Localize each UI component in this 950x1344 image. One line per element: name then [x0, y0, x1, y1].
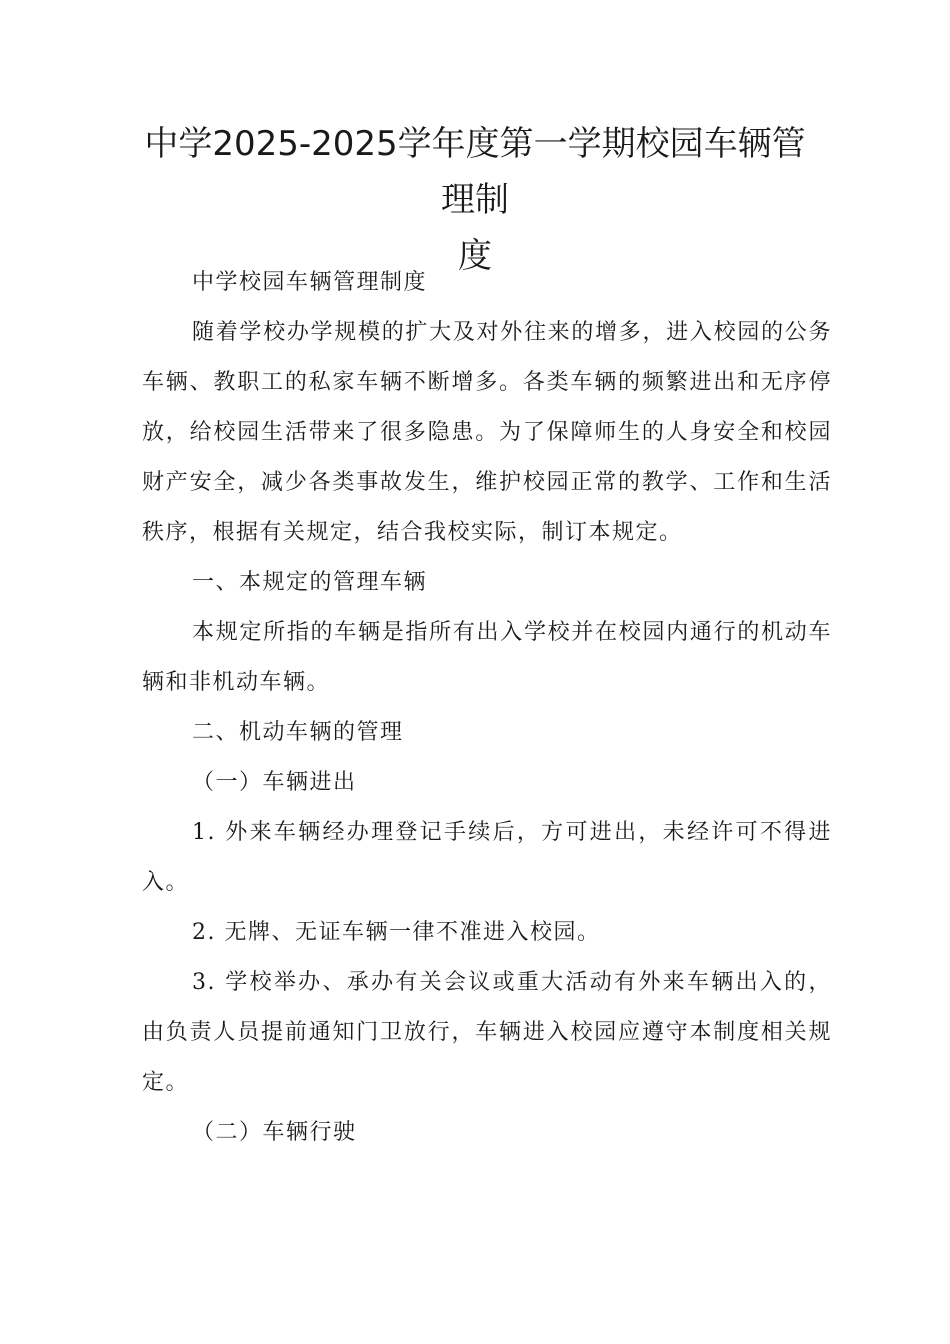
body-paragraph: 本规定所指的车辆是指所有出入学校并在校园内通行的机动车辆和非机动车辆。: [142, 620, 832, 695]
section-heading: 一、本规定的管理车辆: [192, 570, 428, 595]
subsection-heading: （二）车辆行驶: [192, 1120, 357, 1145]
title-line-1: 中学2025-2025学年度第一学期校园车辆管理制: [144, 124, 806, 220]
section-heading: 中学校园车辆管理制度: [192, 270, 428, 295]
subsection-heading: （一）车辆进出: [192, 770, 357, 795]
list-item: 2. 无牌、无证车辆一律不准进入校园。: [192, 920, 601, 945]
list-item: 3. 学校举办、承办有关会议或重大活动有外来车辆出入的，由负责人员提前通知门卫放行，车辆进入校园应遵守本制度相关规定。: [142, 970, 832, 1095]
intro-paragraph: 随着学校办学规模的扩大及对外往来的增多，进入校园的公务车辆、教职工的私家车辆不断增多。各类车辆的频繁进出和无序停放，给校园生活带来了很多隐患。为了保障师生的人身安全和校园财产安全，减少各类事故发生，维护校园正常的教学、工作和生活秩序，根据有关规定，结合我校实际，制订本规定。: [142, 320, 832, 545]
list-item: 1. 外来车辆经办理登记手续后，方可进出，未经许可不得进入。: [142, 820, 832, 895]
title-line-2: 度: [458, 236, 492, 276]
section-heading: 二、机动车辆的管理: [192, 720, 404, 745]
document-body: [142, 258, 832, 1158]
